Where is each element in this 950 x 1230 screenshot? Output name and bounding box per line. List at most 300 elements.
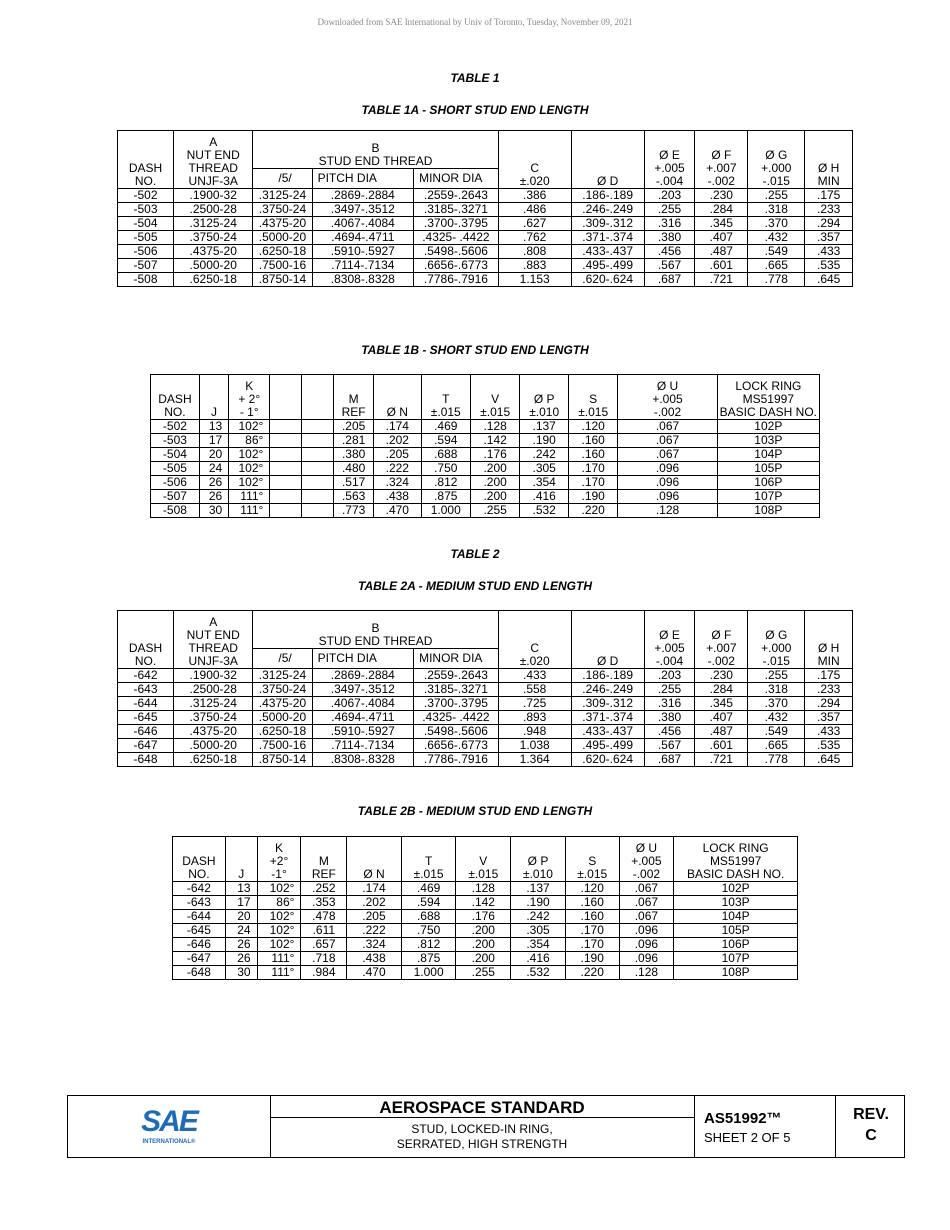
- table-1-title: TABLE 1: [450, 71, 500, 85]
- table-2b: [172, 836, 798, 980]
- table-cell: .096: [619, 952, 674, 966]
- col-header-n: Ø N: [347, 837, 402, 882]
- table-row: [151, 504, 820, 518]
- table-cell: .416: [520, 490, 569, 504]
- table-cell: -507: [151, 490, 200, 504]
- table-cell: .175: [805, 189, 853, 203]
- table-cell: 102°: [229, 476, 270, 490]
- table-cell: -506: [151, 476, 200, 490]
- table-cell: .4067-.4084: [312, 697, 414, 711]
- col-header-c: C ±.020: [498, 131, 571, 189]
- table-cell: 111°: [257, 952, 301, 966]
- table-cell: 106P: [717, 476, 819, 490]
- blank-column: [302, 375, 334, 420]
- table-cell: .762: [498, 231, 571, 245]
- col-header-dash: DASH NO.: [118, 611, 174, 669]
- table-cell: 1.038: [498, 739, 571, 753]
- table-cell: -642: [173, 882, 226, 896]
- table-cell: .778: [748, 753, 805, 767]
- table-cell: .517: [334, 476, 374, 490]
- table-cell: -648: [173, 966, 226, 980]
- table-cell: 1.000: [401, 966, 456, 980]
- table-cell: .354: [511, 938, 566, 952]
- table-cell: .380: [334, 448, 374, 462]
- table-cell: .433: [805, 245, 853, 259]
- table-cell: .812: [401, 938, 456, 952]
- table-cell: .549: [748, 725, 805, 739]
- table-cell: 102P: [717, 420, 819, 434]
- table-cell: 24: [199, 462, 228, 476]
- table-cell: .567: [644, 739, 695, 753]
- col-header-b: B STUD END THREAD: [253, 131, 498, 169]
- table-cell: 107P: [674, 952, 798, 966]
- table-2-title: TABLE 2: [450, 547, 500, 561]
- table-cell: .456: [644, 725, 695, 739]
- table-cell: .416: [511, 952, 566, 966]
- table-row: [173, 952, 798, 966]
- table-cell: .594: [421, 434, 470, 448]
- blank-cell: [302, 504, 334, 518]
- table-cell: .645: [805, 273, 853, 287]
- table-cell: .2869-.2884: [312, 189, 414, 203]
- col-header-lock-ring: LOCK RING MS51997 BASIC DASH NO.: [674, 837, 798, 882]
- table-cell: .170: [565, 938, 619, 952]
- table-cell: .305: [511, 924, 566, 938]
- table-cell: .096: [619, 938, 674, 952]
- table-cell: .532: [520, 504, 569, 518]
- table-cell: .601: [695, 739, 748, 753]
- table-row: [173, 896, 798, 910]
- blank-cell: [270, 420, 302, 434]
- table-cell: .2559-.2643: [414, 669, 499, 683]
- table-cell: .255: [748, 669, 805, 683]
- col-header-dash: DASH NO.: [151, 375, 200, 420]
- table-cell: .202: [374, 434, 422, 448]
- table-cell: .128: [456, 882, 511, 896]
- col-header-g: Ø G +.000 -.015: [748, 611, 805, 669]
- table-cell: .3497-.3512: [312, 683, 414, 697]
- table-cell: .3750-24: [174, 711, 253, 725]
- table-cell: .620-.624: [571, 273, 644, 287]
- table-cell: .750: [401, 924, 456, 938]
- table-cell: .7114-.7134: [312, 739, 414, 753]
- table-cell: 24: [225, 924, 257, 938]
- table-cell: .627: [498, 217, 571, 231]
- table-cell: 1.153: [498, 273, 571, 287]
- table-cell: .470: [347, 966, 402, 980]
- table-cell: -508: [118, 273, 174, 287]
- table-cell: .721: [695, 753, 748, 767]
- sae-logo-sub: INTERNATIONAL®: [142, 1139, 196, 1145]
- table-cell: .665: [748, 739, 805, 753]
- blank-cell: [302, 448, 334, 462]
- table-cell: 104P: [674, 910, 798, 924]
- table-cell: .380: [644, 231, 695, 245]
- table-cell: .137: [520, 420, 569, 434]
- table-cell: .316: [644, 217, 695, 231]
- col-header-j: J: [225, 837, 257, 882]
- table-cell: .190: [520, 434, 569, 448]
- table-cell: .8750-14: [253, 273, 312, 287]
- col-header-a: A NUT END THREAD UNJF-3A: [174, 131, 253, 189]
- part-name-line2: SERRATED, HIGH STRENGTH: [396, 1137, 568, 1151]
- table-cell: .3497-.3512: [312, 203, 414, 217]
- table-cell: .255: [470, 504, 519, 518]
- table-cell: .883: [498, 259, 571, 273]
- table-cell: .120: [569, 420, 618, 434]
- table-cell: .433: [805, 725, 853, 739]
- header-row: [118, 131, 853, 169]
- table-cell: .6250-18: [174, 753, 253, 767]
- table-cell: 20: [225, 910, 257, 924]
- sheet-number: SHEET 2 OF 5: [704, 1130, 791, 1145]
- table-cell: .6656-.6773: [414, 259, 499, 273]
- table-cell: .357: [805, 711, 853, 725]
- table-cell: .725: [498, 697, 571, 711]
- table-cell: .495-.499: [571, 259, 644, 273]
- table-1a: [117, 130, 853, 287]
- table-cell: .687: [644, 753, 695, 767]
- table-cell: .4694-.4711: [312, 711, 414, 725]
- table-row: [118, 753, 853, 767]
- table-cell: .7500-16: [253, 739, 312, 753]
- table-cell: .808: [498, 245, 571, 259]
- table-cell: .128: [470, 420, 519, 434]
- table-cell: .1900-32: [174, 669, 253, 683]
- revision-value: C: [865, 1127, 877, 1144]
- table-cell: .469: [421, 420, 470, 434]
- table-cell: .371-.374: [571, 711, 644, 725]
- table-cell: .202: [347, 896, 402, 910]
- table-row: [151, 448, 820, 462]
- table-cell: .357: [805, 231, 853, 245]
- table-cell: .657: [301, 938, 347, 952]
- table-cell: .5498-.5606: [414, 245, 499, 259]
- col-header-u: Ø U +.005 -.002: [619, 837, 674, 882]
- table-cell: .2559-.2643: [414, 189, 499, 203]
- col-header-dash: DASH NO.: [118, 131, 174, 189]
- col-header-h: Ø H MIN: [805, 131, 853, 189]
- blank-column: [270, 375, 302, 420]
- table-cell: .893: [498, 711, 571, 725]
- table-cell: .281: [334, 434, 374, 448]
- col-header-n: Ø N: [374, 375, 422, 420]
- table-cell: .1900-32: [174, 189, 253, 203]
- table-cell: .567: [644, 259, 695, 273]
- table-cell: .812: [421, 476, 470, 490]
- col-header-f: Ø F +.007 -.002: [695, 611, 748, 669]
- table-cell: .186-.189: [571, 669, 644, 683]
- table-cell: -643: [118, 683, 174, 697]
- col-header-s: S ±.015: [565, 837, 619, 882]
- col-header-p: Ø P ±.010: [511, 837, 566, 882]
- table-cell: 102°: [229, 420, 270, 434]
- table-cell: .220: [569, 504, 618, 518]
- table-cell: .7786-.7916: [414, 273, 499, 287]
- table-cell: 26: [199, 490, 228, 504]
- table-cell: .160: [569, 434, 618, 448]
- col-header-e: Ø E +.005 -.004: [644, 611, 695, 669]
- table-cell: .284: [695, 683, 748, 697]
- col-subheader-b-2: MINOR DIA: [414, 649, 499, 669]
- table-cell: .478: [301, 910, 347, 924]
- blank-cell: [270, 504, 302, 518]
- table-cell: -645: [173, 924, 226, 938]
- table-cell: .5000-20: [174, 259, 253, 273]
- blank-cell: [270, 462, 302, 476]
- table-cell: .324: [347, 938, 402, 952]
- table-cell: .5000-20: [253, 231, 312, 245]
- table-cell: -504: [118, 217, 174, 231]
- table-cell: 102P: [674, 882, 798, 896]
- table-cell: -507: [118, 259, 174, 273]
- table-cell: 102°: [257, 910, 301, 924]
- table-cell: .495-.499: [571, 739, 644, 753]
- col-header-u: Ø U +.005 -.002: [618, 375, 717, 420]
- table-cell: .432: [748, 711, 805, 725]
- table-cell: .407: [695, 231, 748, 245]
- table-cell: 103P: [674, 896, 798, 910]
- table-cell: .2869-.2884: [312, 669, 414, 683]
- header-row: [118, 611, 853, 649]
- table-cell: .174: [374, 420, 422, 434]
- table-cell: -506: [118, 245, 174, 259]
- table-cell: .3700-.3795: [414, 217, 499, 231]
- header-row: [173, 837, 798, 882]
- table-row: [118, 697, 853, 711]
- table-cell: .067: [618, 434, 717, 448]
- table-cell: .4325- .4422: [414, 711, 499, 725]
- table-cell: .438: [347, 952, 402, 966]
- table-row: [118, 683, 853, 697]
- table-cell: .233: [805, 683, 853, 697]
- table-cell: 107P: [717, 490, 819, 504]
- table-cell: 86°: [257, 896, 301, 910]
- table-row: [118, 669, 853, 683]
- table-cell: .096: [618, 476, 717, 490]
- table-cell: .470: [374, 504, 422, 518]
- table-cell: .316: [644, 697, 695, 711]
- table-cell: 103P: [717, 434, 819, 448]
- table-cell: .174: [347, 882, 402, 896]
- table-cell: .3750-24: [253, 683, 312, 697]
- table-row: [118, 725, 853, 739]
- table-cell: .4375-20: [253, 697, 312, 711]
- table-cell: .190: [565, 952, 619, 966]
- table-cell: .284: [695, 203, 748, 217]
- table-cell: .433: [498, 669, 571, 683]
- col-header-v: V ±.015: [456, 837, 511, 882]
- table-cell: .200: [456, 952, 511, 966]
- table-cell: .984: [301, 966, 347, 980]
- table-cell: 1.364: [498, 753, 571, 767]
- table-row: [151, 462, 820, 476]
- table-row: [173, 924, 798, 938]
- table-cell: 102°: [229, 462, 270, 476]
- table-cell: .230: [695, 189, 748, 203]
- table-cell: .594: [401, 896, 456, 910]
- table-cell: .170: [569, 476, 618, 490]
- table-cell: .6250-18: [253, 245, 312, 259]
- blank-cell: [270, 434, 302, 448]
- table-1a-title: TABLE 1A - SHORT STUD END LENGTH: [361, 103, 589, 117]
- blank-cell: [302, 490, 334, 504]
- table-cell: .190: [511, 896, 566, 910]
- table-cell: 111°: [229, 504, 270, 518]
- table-cell: .948: [498, 725, 571, 739]
- table-row: [173, 910, 798, 924]
- table-cell: .4375-20: [174, 245, 253, 259]
- table-cell: .3700-.3795: [414, 697, 499, 711]
- col-header-dash: DASH NO.: [173, 837, 226, 882]
- table-cell: .324: [374, 476, 422, 490]
- col-header-f: Ø F +.007 -.002: [695, 131, 748, 189]
- col-header-d: Ø D: [571, 611, 644, 669]
- col-header-t: T ±.015: [401, 837, 456, 882]
- table-row: [151, 490, 820, 504]
- table-cell: .620-.624: [571, 753, 644, 767]
- table-cell: .535: [805, 739, 853, 753]
- table-row: [151, 476, 820, 490]
- table-cell: .3125-24: [253, 189, 312, 203]
- table-cell: .3125-24: [174, 217, 253, 231]
- table-cell: .354: [520, 476, 569, 490]
- table-cell: .067: [618, 420, 717, 434]
- col-header-k: K +2° -1°: [257, 837, 301, 882]
- table-cell: 86°: [229, 434, 270, 448]
- table-cell: .386: [498, 189, 571, 203]
- blank-cell: [270, 476, 302, 490]
- table-cell: .096: [618, 490, 717, 504]
- table-cell: .203: [644, 669, 695, 683]
- table-cell: .380: [644, 711, 695, 725]
- table-cell: .067: [619, 882, 674, 896]
- table-cell: 102°: [229, 448, 270, 462]
- table-cell: .128: [619, 966, 674, 980]
- standard-title: AEROSPACE STANDARD: [379, 1098, 585, 1117]
- table-cell: 26: [225, 952, 257, 966]
- document-number: AS51992™: [704, 1110, 782, 1127]
- table-cell: .205: [374, 448, 422, 462]
- table-cell: .5498-.5606: [414, 725, 499, 739]
- table-cell: -508: [151, 504, 200, 518]
- table-cell: .558: [498, 683, 571, 697]
- col-header-e: Ø E +.005 -.004: [644, 131, 695, 189]
- col-header-j: J: [199, 375, 228, 420]
- table-row: [118, 189, 853, 203]
- table-cell: .8750-14: [253, 753, 312, 767]
- table-cell: -646: [118, 725, 174, 739]
- table-cell: .750: [421, 462, 470, 476]
- table-cell: .4375-20: [253, 217, 312, 231]
- table-cell: .176: [470, 448, 519, 462]
- table-cell: .142: [470, 434, 519, 448]
- table-cell: .318: [748, 203, 805, 217]
- table-cell: .3185-.3271: [414, 683, 499, 697]
- table-cell: 13: [199, 420, 228, 434]
- table-cell: .305: [520, 462, 569, 476]
- blank-cell: [270, 490, 302, 504]
- table-cell: .255: [748, 189, 805, 203]
- table-cell: 111°: [229, 490, 270, 504]
- title-block: [67, 1095, 905, 1158]
- table-cell: .345: [695, 697, 748, 711]
- table-cell: .469: [401, 882, 456, 896]
- table-cell: .255: [644, 203, 695, 217]
- table-cell: .160: [565, 910, 619, 924]
- blank-cell: [302, 462, 334, 476]
- table-cell: .175: [805, 669, 853, 683]
- col-header-m: M REF: [301, 837, 347, 882]
- col-header-t: T ±.015: [421, 375, 470, 420]
- table-cell: -648: [118, 753, 174, 767]
- table-cell: .4375-20: [174, 725, 253, 739]
- col-header-p: Ø P ±.010: [520, 375, 569, 420]
- table-cell: .200: [456, 938, 511, 952]
- table-cell: .242: [511, 910, 566, 924]
- table-row: [118, 711, 853, 725]
- table-row: [173, 882, 798, 896]
- table-cell: 13: [225, 882, 257, 896]
- table-cell: -502: [151, 420, 200, 434]
- table-cell: 26: [199, 476, 228, 490]
- table-cell: .200: [456, 924, 511, 938]
- table-cell: .5910-.5927: [312, 725, 414, 739]
- table-cell: .3125-24: [174, 697, 253, 711]
- table-cell: 111°: [257, 966, 301, 980]
- col-header-a: A NUT END THREAD UNJF-3A: [174, 611, 253, 669]
- table-2a: [117, 610, 853, 767]
- table-row: [118, 245, 853, 259]
- col-header-h: Ø H MIN: [805, 611, 853, 669]
- table-cell: -643: [173, 896, 226, 910]
- table-2a-title: TABLE 2A - MEDIUM STUD END LENGTH: [358, 579, 592, 593]
- col-subheader-b-0: /5/: [253, 649, 312, 669]
- table-cell: .170: [565, 924, 619, 938]
- table-cell: 102°: [257, 938, 301, 952]
- table-cell: .8308-.8328: [312, 273, 414, 287]
- table-cell: .535: [805, 259, 853, 273]
- table-cell: .246-.249: [571, 683, 644, 697]
- table-cell: .611: [301, 924, 347, 938]
- table-cell: .160: [565, 896, 619, 910]
- table-row: [118, 217, 853, 231]
- table-cell: .665: [748, 259, 805, 273]
- table-cell: .230: [695, 669, 748, 683]
- table-cell: .5000-20: [253, 711, 312, 725]
- table-cell: 102°: [257, 882, 301, 896]
- table-cell: .200: [470, 490, 519, 504]
- download-note: Downloaded from SAE International by Univ of Toronto, Tuesday, November 09, 2021: [317, 17, 633, 27]
- table-cell: .246-.249: [571, 203, 644, 217]
- table-cell: .407: [695, 711, 748, 725]
- table-cell: .7114-.7134: [312, 259, 414, 273]
- table-cell: .160: [569, 448, 618, 462]
- header-row: [151, 375, 820, 420]
- table-row: [118, 273, 853, 287]
- table-cell: .3185-.3271: [414, 203, 499, 217]
- table-cell: 17: [225, 896, 257, 910]
- table-cell: .200: [470, 462, 519, 476]
- table-cell: .3125-24: [253, 669, 312, 683]
- table-row: [118, 259, 853, 273]
- table-cell: 104P: [717, 448, 819, 462]
- col-header-s: S ±.015: [569, 375, 618, 420]
- table-cell: .176: [456, 910, 511, 924]
- table-cell: .067: [619, 910, 674, 924]
- table-cell: .222: [374, 462, 422, 476]
- table-cell: 108P: [717, 504, 819, 518]
